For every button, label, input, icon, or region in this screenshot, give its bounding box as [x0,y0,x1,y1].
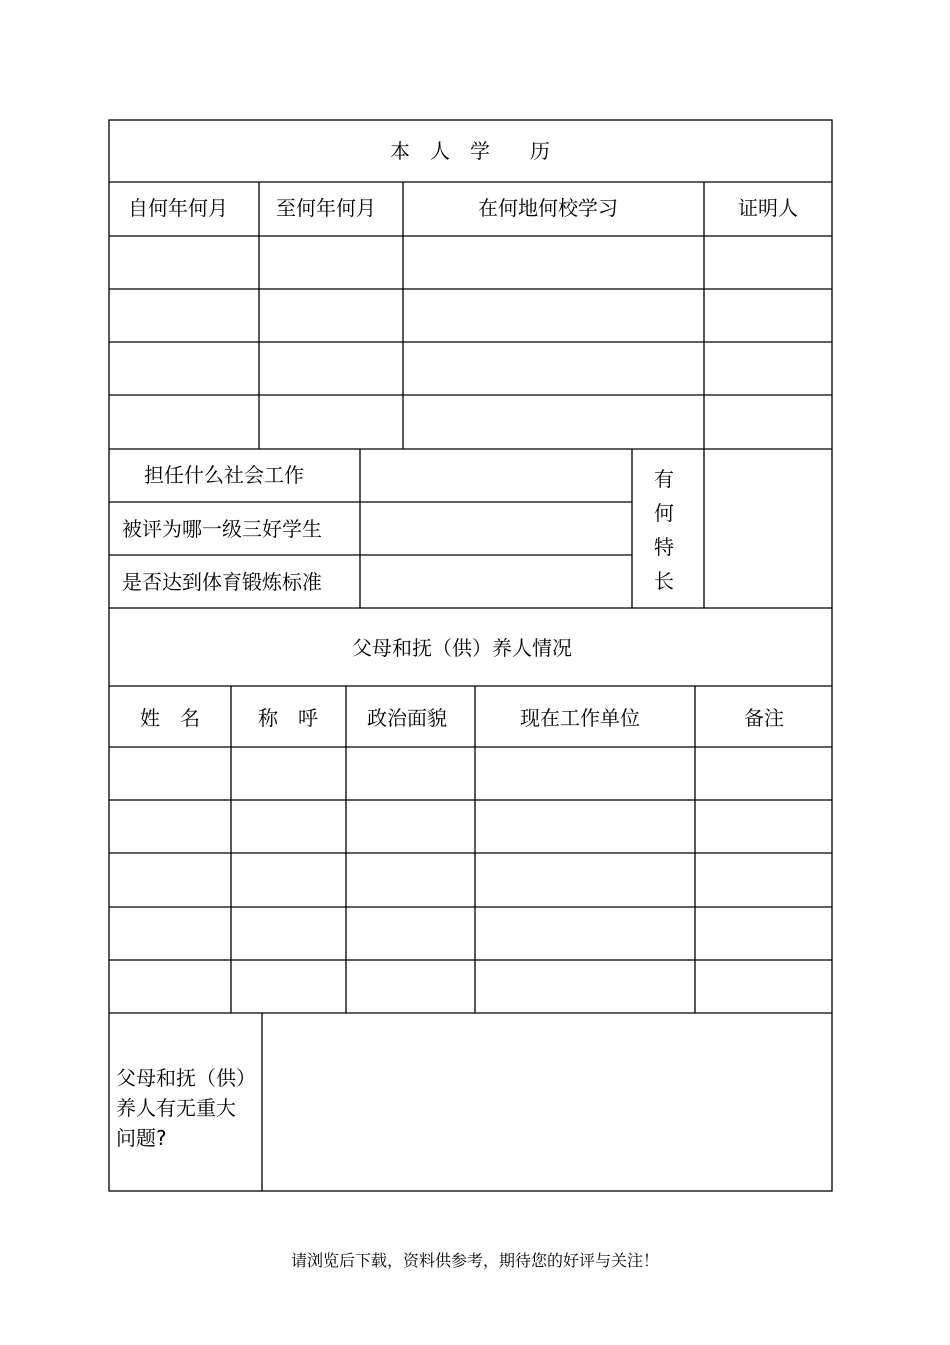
header-name: 姓 名 [140,706,200,730]
header-school: 在何地何校学习 [478,196,618,220]
label-major-issues: 父母和抚（供）养人有无重大问题? [116,1066,246,1150]
label-social-work: 担任什么社会工作 [144,463,304,487]
specialty-char-4: 长 [654,569,674,593]
specialty-char-3: 特 [654,535,674,559]
parents-title: 父母和抚（供）养人情况 [352,636,572,660]
label-merit-student: 被评为哪一级三好学生 [122,517,322,541]
footer-note: 请浏览后下载，资料供参考，期待您的好评与关注！ [290,1251,660,1270]
specialty-label [652,462,676,598]
header-relation: 称 呼 [258,706,318,730]
specialty-char-2: 何 [654,501,674,525]
header-to-date: 至何年何月 [276,196,376,220]
header-remarks: 备注 [744,706,784,730]
header-political-status: 政治面貌 [367,706,447,730]
label-fitness-standard: 是否达到体育锻炼标准 [122,570,322,594]
header-from-date: 自何年何月 [128,196,228,220]
specialty-char-1: 有 [654,467,674,491]
header-witness: 证明人 [738,196,798,220]
header-work-unit: 现在工作单位 [520,706,640,730]
education-title: 本 人 学 历 [390,139,550,163]
